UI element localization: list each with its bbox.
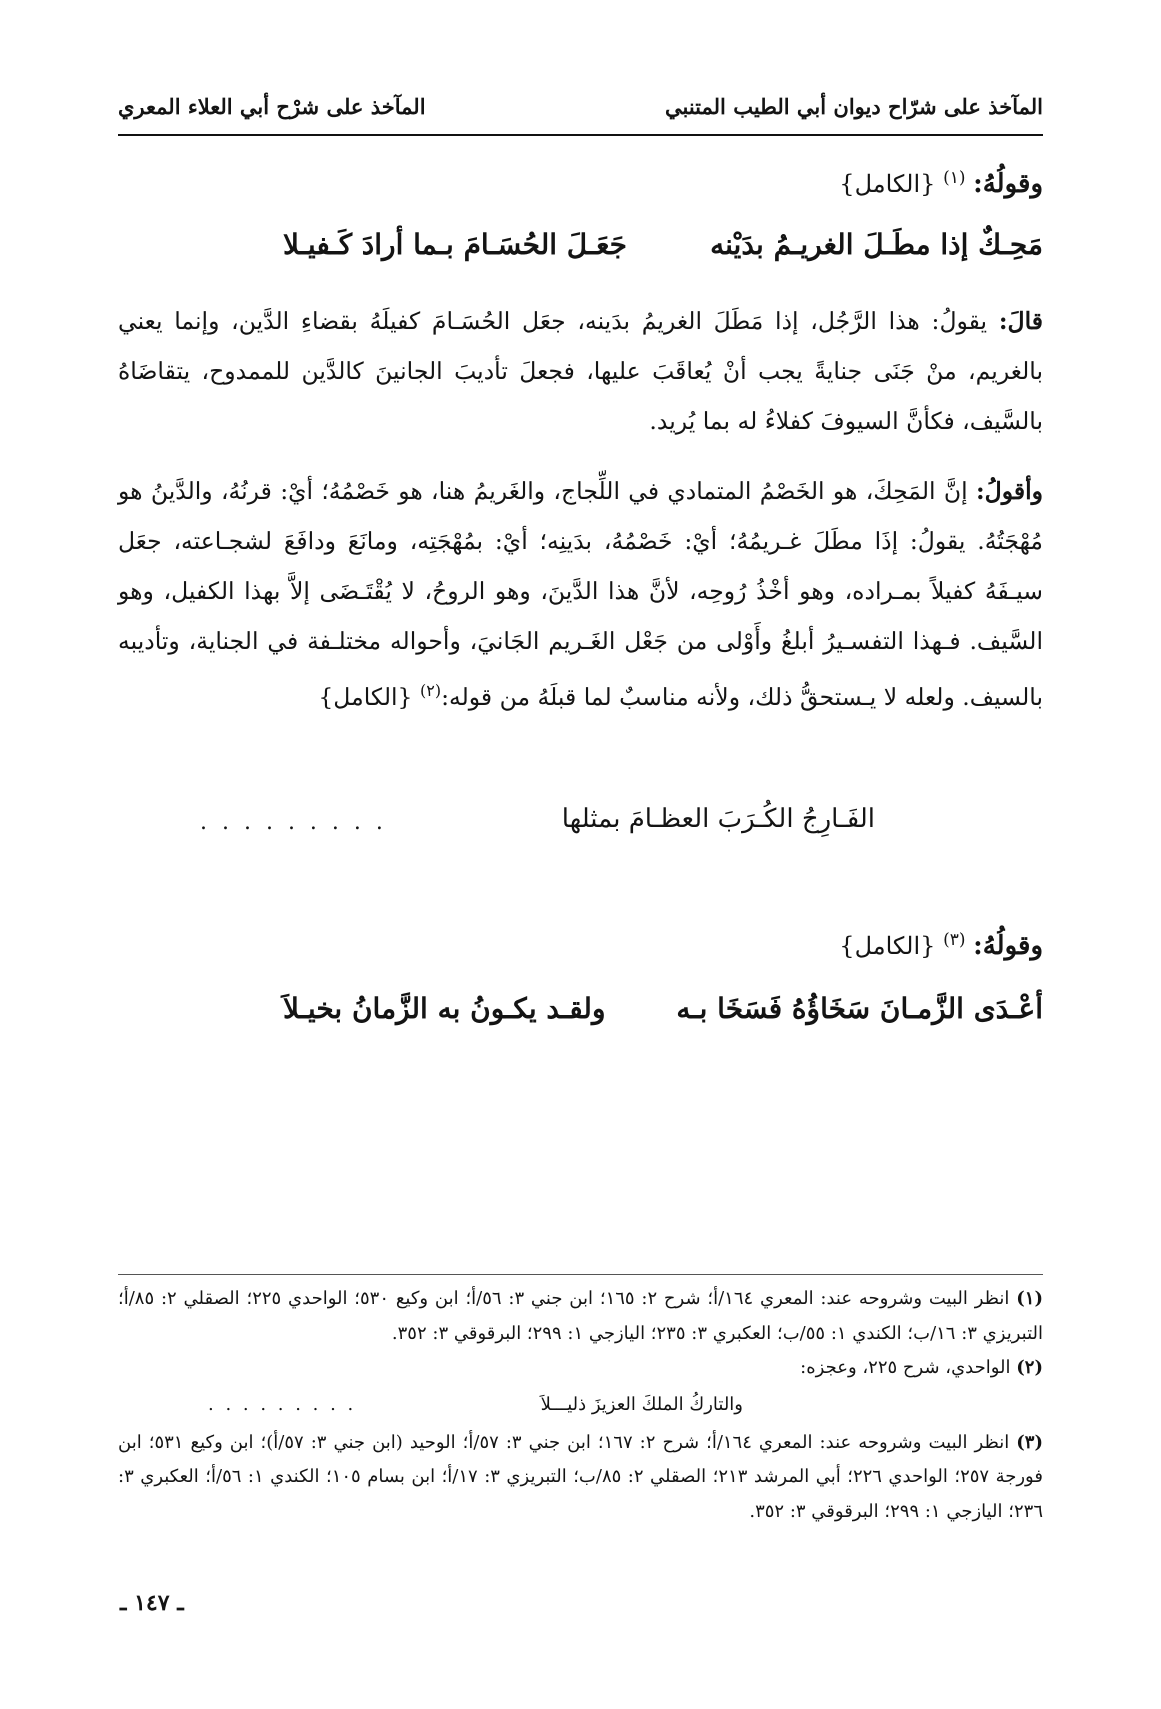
- footnote-1-number: (١): [1016, 1288, 1043, 1309]
- entry1-keyword: وقولُهُ:: [973, 169, 1043, 199]
- footnote-1-text: انظر البيت وشروحه عند: المعري ١٦٤/أ؛ شرح ٢: ١٦٥؛ ابن جني ٣: ٥٦/أ؛ ابن وكيع ٥٣٠؛ الواحدي ٢٢٥؛ الصقلي ٢: ٨٥/أ؛ التبريزي ٣: ١٦/ب؛ الكندي ١: ٥٥/ب؛ العكبري ٣: ٢٣٥؛ اليازجي ١: ٢٩٩؛ البرقوقي ٣: ٣٥٢.: [118, 1288, 1043, 1344]
- commentary-aqulu-text: إنَّ المَحِكَ، هو الخَصْمُ المتمادي في اللِّجاج، والغَريمُ هنا، هو خَصْمُهُ؛ أيْ: قرنُهُ، والدَّينُ هو مُهْجَتُهُ. يقولُ: إذَا مطَلَ غـريمُهُ؛ أيْ: خَصْمُهُ، بدَينِه؛ أيْ: بمُهْجَتِه، ومانَعَ ودافَعَ لشجـاعته، جعَل سيـفَهُ كفيلاً بمـراده، وهو أخْذُ رُوحِه، لأنَّ هذا الدَّينَ، وهو الروحُ، لا يُقْتَـضَى إلاَّ بهذا الكفيل، وهو السَّيف. فـهذا التفسـيرُ أبلغُ وأَوْلى من جَعْل الغَـريم الجَانيَ، وأحواله مختلـفة في الجناية، وتأديبه بالسيف. ولعله لا يـستحقُّ ذلك، ولأنه مناسبٌ لما قبلَهُ من قوله:: [118, 477, 1043, 711]
- entry2-verse-second-hemistich: ولقـد يكـونُ به الزَّمانُ بخيـلاَ: [283, 992, 606, 1025]
- quoted-verse-hemistich: الفَـارِجُ الكُـرَبَ العظـامَ بمثلها: [561, 804, 875, 834]
- footnote-3-number: (٣): [1016, 1431, 1043, 1453]
- footnote-3: [118, 1426, 1043, 1530]
- entry1-verse-first-hemistich: مَحِـكٌ إذا مطَـلَ الغريـمُ بدَيْنه: [710, 228, 1043, 261]
- footnote-2-hemistich-line: [118, 1386, 1043, 1426]
- quoted-verse-ellipsis: . . . . . . . . .: [200, 810, 387, 835]
- commentary-aqulu-meter: {الكامل}: [318, 682, 413, 711]
- commentary-aqulu: [118, 466, 1043, 722]
- commentary-qala: [118, 296, 1043, 446]
- entry2-verse: [283, 992, 1043, 1040]
- footnote-rule: [118, 1274, 1043, 1275]
- commentary-aqulu-footnote-ref: (٢): [419, 681, 442, 700]
- entry1-intro: [118, 168, 1043, 199]
- entry1-verse-second-hemistich: جَعَـلَ الحُسَـامَ بـما أرادَ كَـفيـلا: [283, 228, 627, 261]
- footnote-2-hemistich: والتاركُ الملكَ العزيزَ ذليـــلاَ: [540, 1393, 743, 1415]
- footnote-2-ellipsis: . . . . . . . . .: [208, 1393, 357, 1415]
- page-number: ـ ١٤٧ ـ: [120, 1590, 184, 1616]
- footnote-1: [118, 1282, 1043, 1351]
- footnotes: [118, 1282, 1043, 1529]
- commentary-qala-lead: قالَ:: [998, 307, 1043, 335]
- footnote-2-text: الواحدي، شرح ٢٢٥، وعجزه:: [800, 1357, 1011, 1378]
- entry2-keyword: وقولُهُ:: [973, 931, 1043, 961]
- entry1-verse: [283, 228, 1043, 276]
- entry1-meter: {الكامل}: [839, 170, 936, 198]
- footnote-2: [118, 1351, 1043, 1386]
- commentary-aqulu-lead: وأقولُ:: [975, 477, 1043, 505]
- commentary-qala-text: يقولُ: هذا الرَّجُل، إذا مَطَلَ الغريمُ بدَينه، جعَل الحُسَـامَ كفيلَهُ بقضاءِ الدَّين، وإنما يعني بالغريم، منْ جَنَى جنايةً يجب أنْ يُعاقَبَ عليها، فجعلَ تأديبَ الجانينَ كالدَّين للممدوح، يتقاضَاهُ بالسَّيف، فكأنَّ السيوفَ كفلاءُ له بما يُريد.: [118, 307, 1043, 435]
- quoted-verse: [561, 804, 875, 852]
- entry2-footnote-ref: (٣): [943, 930, 966, 950]
- entry1-footnote-ref: (١): [943, 168, 966, 188]
- header-rule: [118, 134, 1043, 136]
- entry2-meter: {الكامل}: [839, 932, 936, 960]
- entry2-verse-first-hemistich: أعْـدَى الزَّمـانَ سَخَاؤُهُ فَسَخَا بـه: [676, 992, 1043, 1025]
- header-book-title: المآخذ على شرّاح ديوان أبي الطيب المتنبي: [665, 94, 1043, 119]
- footnote-3-text: انظر البيت وشروحه عند: المعري ١٦٤/أ؛ شرح ٢: ١٦٧؛ ابن جني ٣: ٥٧/أ؛ الوحيد (ابن جني ٣: ٥٧/أ)؛ ابن وكيع ٥٣١؛ ابن فورجة ٢٥٧؛ الواحدي ٢٢٦؛ أبي المرشد ٢١٣؛ الصقلي ٢: ٨٥/ب؛ التبريزي ٣: ١٧/أ؛ ابن بسام ١٠٥؛ الكندي ١: ٥٦/أ؛ العكبري ٣: ٢٣٦؛ اليازجي ١: ٢٩٩؛ البرقوقي ٣: ٣٥٢.: [118, 1431, 1043, 1522]
- header-chapter-title: المآخذ على شرْح أبي العلاء المعري: [118, 94, 426, 119]
- running-header: [118, 88, 1043, 132]
- footnote-2-number: (٢): [1016, 1357, 1043, 1378]
- entry2-intro: [118, 930, 1043, 961]
